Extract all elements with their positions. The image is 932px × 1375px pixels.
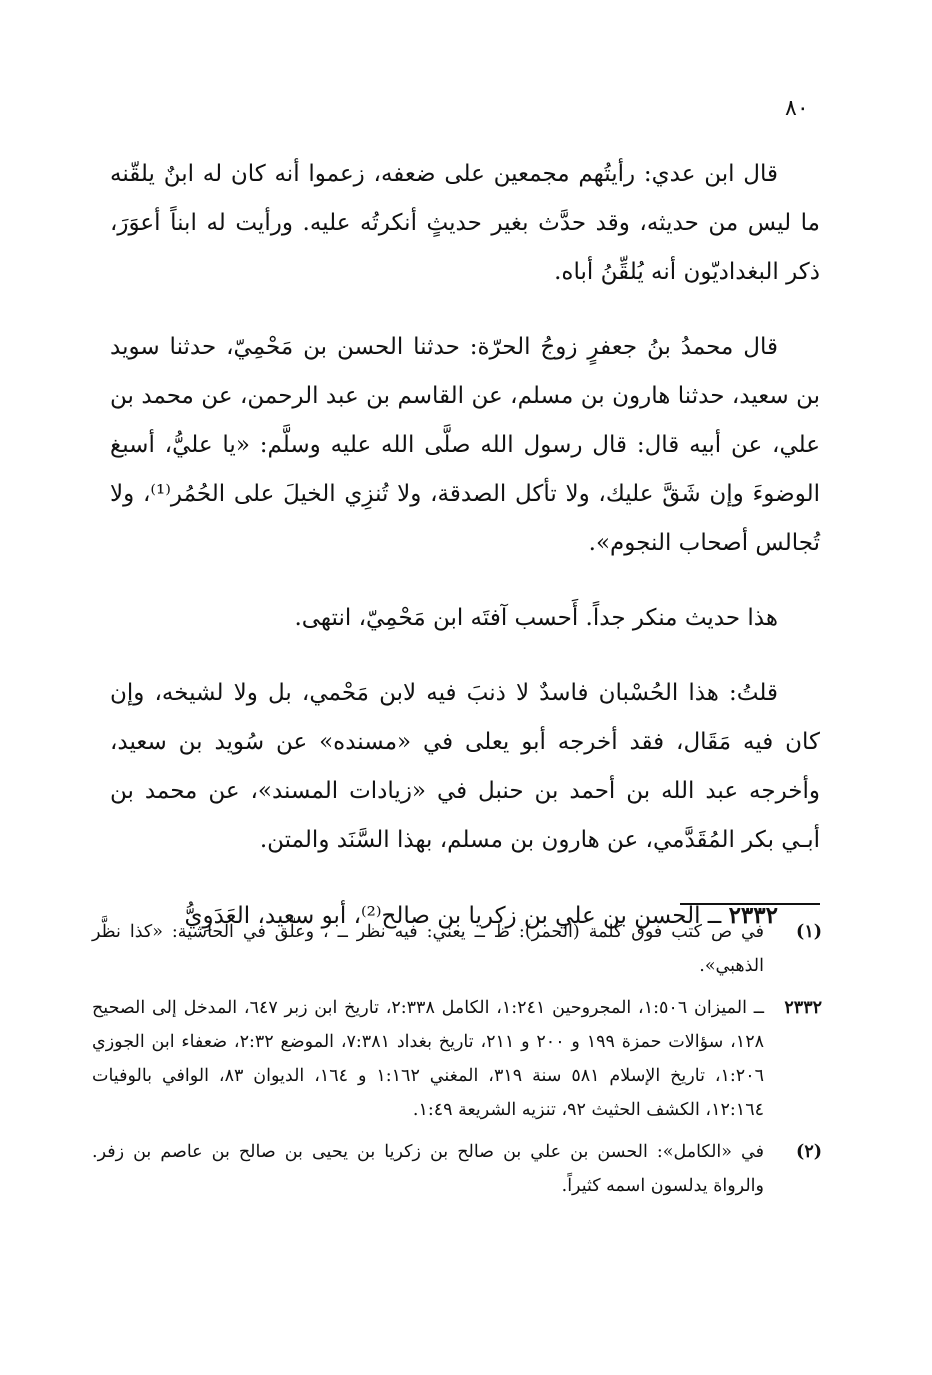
- footnote-text: ــ الميزان ١:٥٠٦، المجروحين ١:٢٤١، الكامل ٢:٣٣٨، تاريخ ابن زبر ٦٤٧، المدخل إلى الصحيح ١٢٨، سؤالات حمزة ١٩٩ و ٢٠٠ و ٢١١، تاريخ بغداد ٧:٣٨١، الموضع ٢:٣٢، ضعفاء ابن الجوزي ١:٢٠٦، تاريخ الإسلام ٥٨١ سنة ٣١٩، المغني ١:١٦٢ و ١٦٤، الديوان ٨٣، الوافي بالوفيات ١٢:١٦٤، الكشف الحثيث ٩٢، تنزيه الشريعة ١:٤٩.: [92, 998, 765, 1120]
- footnote-text: في «الكامل»: الحسن بن علي بن صالح بن زكريا بن يحيى بن صالح بن عاصم بن زفر. والرواة يدلسون اسمه كثيراً.: [92, 1142, 764, 1196]
- paragraph-author-comment: قلتُ: هذا الحُسْبان فاسدٌ لا ذنبَ فيه لابن مَحْمي، بل ولا لشيخه، وإن كان فيه مَقَال، فقد أخرجه أبو يعلى في «مسنده» عن سُويد بن سعيد، وأخرجه عبد الله بن أحمد بن حنبل في «زيادات المسند»، عن محمد بن أبـي بكر المُقَدَّمي، عن هارون بن مسلم، بهذا السَّنَد والمتن.: [110, 680, 820, 853]
- entry-number: ٢٣٣٢: [728, 902, 778, 929]
- entry-title: ــ الحسن بن علي بن زكريا بن صالح⁽²⁾، أبو سعيد، العَدَوِيُّ: [184, 903, 722, 929]
- paragraph-ibn-adi: قال ابن عدي: رأيتُهم مجمعين على ضعفه، زعموا أنه كان له ابنٌ يلقّنه ما ليس من حديثه، وقد حدَّث بغير حديثٍ أنكرتُه عليه. ورأيت له ابناً أعوَرَ، ذكر البغداديّون أنه يُلقِّنُ أباه.: [110, 161, 820, 285]
- main-text: [110, 150, 820, 941]
- footnote-2: [92, 1135, 822, 1203]
- paragraph-munkar: هذا حديث منكر جداً. أَحسب آفتَه ابن مَحْمِيّ، انتهى.: [294, 605, 778, 631]
- footnote-label: (٢): [796, 1142, 822, 1162]
- footnote-label: ٢٣٣٢: [784, 998, 822, 1018]
- footnote-1: [92, 915, 822, 983]
- footnote-separator: [680, 903, 820, 905]
- footnote-label: (١): [796, 922, 822, 942]
- paragraph-hadith-chain: قال محمدُ بنُ جعفرٍ زوجُ الحرّة: حدثنا الحسن بن مَحْمِيّ، حدثنا سويد بن سعيد، حدثنا هارون بن مسلم، عن القاسم بن عبد الرحمن، عن محمد بن علي، عن أبيه قال: قال رسول الله صلَّى الله عليه وسلَّم: «يا عليُّ، أسبغ الوضوءَ وإن شَقَّ عليك، ولا تأكل الصدقة، ولا تُنزِي الخيلَ على الحُمُر⁽¹⁾، ولا تُجالس أصحاب النجوم».: [110, 334, 820, 556]
- footnote-text: في ص كتب فوق كلمة (الحمر): ظ ــ يعني: فيه نظر ــ ، وعلّق في الحاشية: «كذا نظَّر الذهبي».: [92, 922, 764, 976]
- footnote-sources: [92, 991, 822, 1127]
- footnotes: [92, 915, 822, 1211]
- page-number: ٨٠: [785, 96, 809, 121]
